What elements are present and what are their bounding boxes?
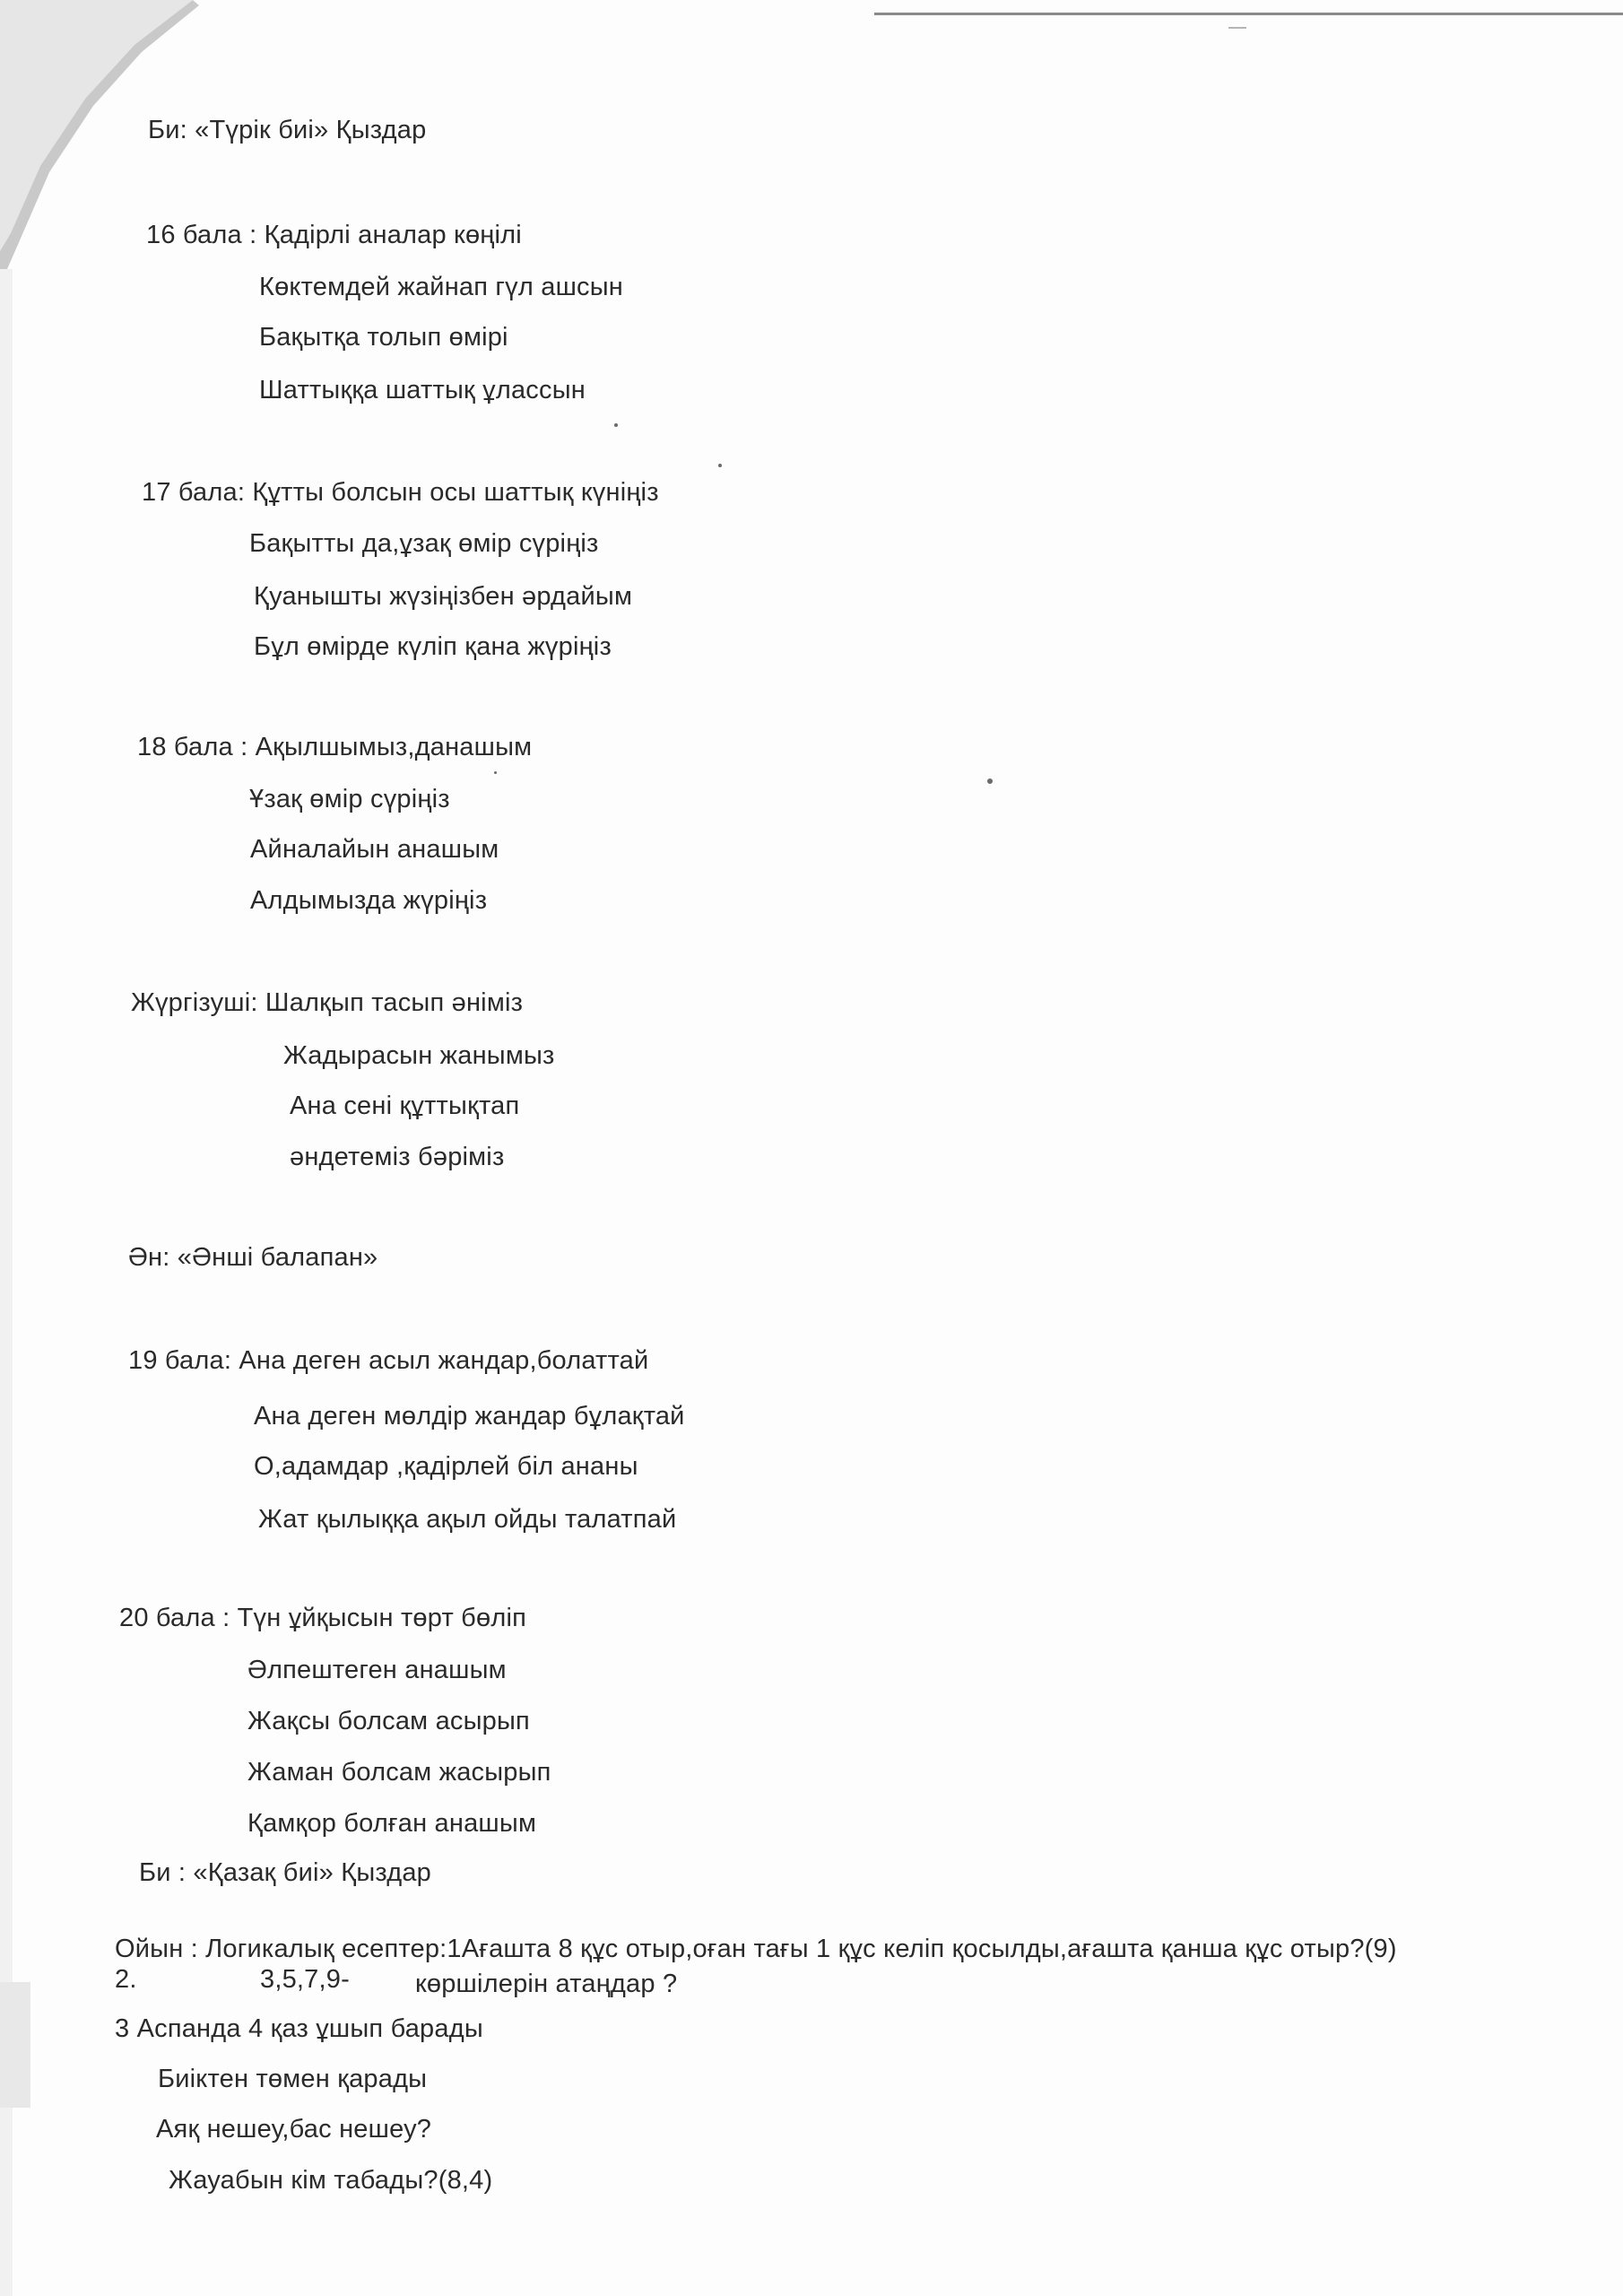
- riddle-line: 3 Аспанда 4 қаз ұшып барады: [115, 2014, 483, 2043]
- dance-heading-1: Би: «Түрік биі» Қыздар: [148, 116, 427, 144]
- song-heading: Ән: «Әнші балапан»: [128, 1243, 378, 1272]
- verse-line: Бұл өмірде күліп қана жүріңіз: [254, 632, 612, 661]
- verse-line: Ана деген мөлдір жандар бұлақтай: [254, 1402, 685, 1431]
- verse-line: Қамқор болған анашым: [247, 1809, 537, 1838]
- verse-line: Көктемдей жайнап гүл ашсын: [259, 273, 624, 301]
- verse-line: Жат қылыққа ақыл ойды талатпай: [258, 1505, 677, 1534]
- verse-line: Алдымызда жүріңіз: [250, 886, 488, 915]
- scan-speck: [494, 771, 497, 774]
- verse-line: Қуанышты жүзіңізбен әрдайым: [254, 582, 633, 611]
- verse-line: Жақсы болсам асырып: [247, 1707, 530, 1735]
- task-sequence: 3,5,7,9-: [260, 1965, 350, 1994]
- scan-speck: [718, 464, 722, 467]
- verse-line: Жаман болсам жасырып: [247, 1758, 551, 1787]
- scan-top-mark: [1228, 27, 1246, 29]
- riddle-line: Аяқ нешеу,бас нешеу?: [156, 2115, 432, 2144]
- verse-line: 16 бала : Қадірлі аналар көңілі: [146, 221, 522, 249]
- verse-line: Ұзақ өмір сүріңіз: [249, 785, 450, 813]
- verse-line: Жадырасын жанымыз: [283, 1041, 555, 1070]
- scan-speck: [987, 778, 993, 784]
- verse-line: Бақытқа толып өмірі: [259, 323, 508, 352]
- task-number: 2.: [115, 1965, 137, 1994]
- verse-line: әндетеміз бәріміз: [290, 1143, 505, 1171]
- verse-line: Әлпештеген анашым: [247, 1656, 507, 1684]
- verse-line: О,адамдар ,қадірлей біл ананы: [254, 1452, 638, 1481]
- task-question: көршілерін атаңдар ?: [415, 1970, 678, 1998]
- verse-line: Жүргізуші: Шалқып тасып әніміз: [131, 988, 524, 1017]
- verse-line: Шаттыққа шаттық ұлассын: [259, 376, 586, 404]
- dance-heading-2: Би : «Қазақ биі» Қыздар: [139, 1858, 432, 1887]
- scan-top-edge-line: [874, 13, 1623, 15]
- verse-line: 20 бала : Түн ұйқысын төрт бөліп: [119, 1604, 526, 1632]
- verse-line: 19 бала: Ана деген асыл жандар,болаттай: [128, 1346, 649, 1375]
- verse-line: Бақытты да,ұзақ өмір сүріңіз: [249, 529, 599, 558]
- verse-line: Айналайын анашым: [250, 835, 499, 864]
- scan-speck: [614, 423, 618, 427]
- riddle-line: Биіктен төмен қарады: [158, 2065, 428, 2093]
- verse-line: 17 бала: Құтты болсын осы шаттық күніңіз: [142, 478, 659, 507]
- verse-line: 18 бала : Ақылшымыз,данашым: [137, 733, 533, 761]
- game-logic-task-1: Ойын : Логикалық есептер:1Ағашта 8 құс отыр,оған тағы 1 құс келіп қосылды,ағашта қанша құс отыр?(9): [115, 1935, 1397, 1963]
- riddle-line: Жауабын кім табады?(8,4): [169, 2166, 493, 2195]
- verse-line: Ана сені құттықтап: [290, 1091, 520, 1120]
